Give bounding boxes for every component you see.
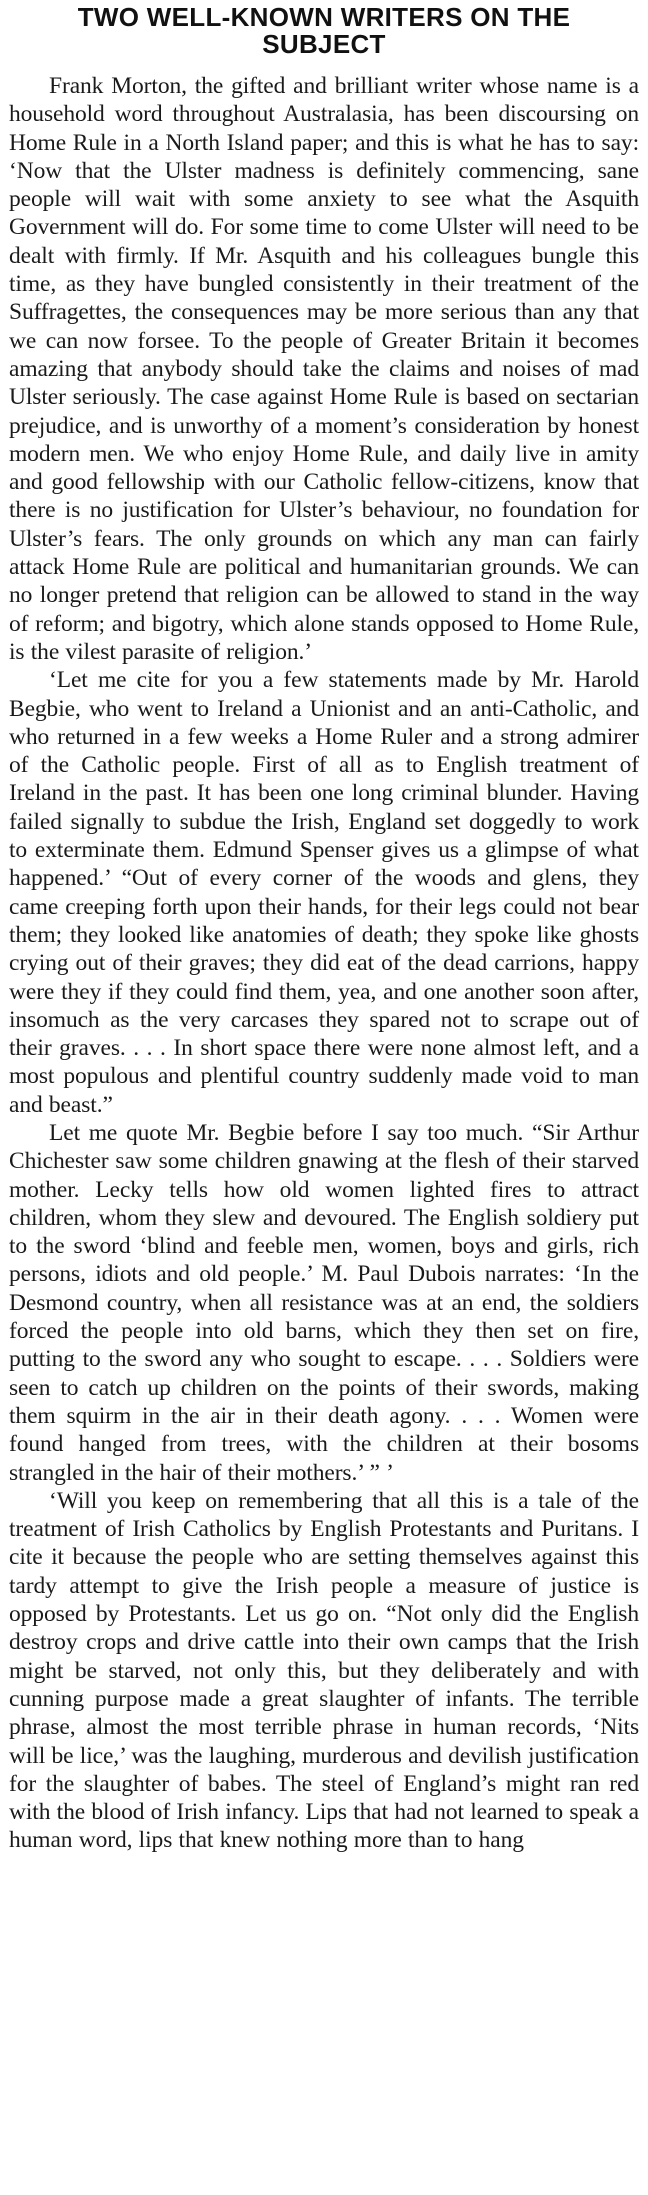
headline-line-1: TWO WELL-KNOWN WRITERS ON THE: [77, 2, 571, 32]
paragraph-catholics-puritans: ‘Will you keep on remembering that all this is a tale of the treatment of Irish Catholics by English Protestants and Puritans. I cite it because the people who are setting themselves against this tardy attempt to give the Irish people a measure of justice is opposed by Protestants. Let us go on. “Not only did the English destroy crops and drive cattle into their own camps that the Irish might be starved, not only this, but they deliberately and with cunning purpose made a great slaughter of infants. The terrible phrase, almost the most terrible phrase in human records, ‘Nits will be lice,’ was the laughing, murderous and devilish justification for the slaughter of babes. The steel of England’s might ran red with the blood of Irish infancy. Lips that had not learned to speak a human word, lips that knew nothing more than to hang: [9, 1487, 639, 1854]
article-headline: [44, 4, 604, 58]
article-body: [9, 72, 639, 1855]
headline-line-2: SUBJECT: [262, 29, 386, 59]
paragraph-begbie-chichester: Let me quote Mr. Begbie before I say too much. “Sir Arthur Chichester saw some children gnawing at the flesh of their starved mother. Lecky tells how old women lighted fires to attract children, whom they slew and devoured. The English soldiery put to the sword ‘blind and feeble men, women, boys and girls, rich persons, idiots and old people.’ M. Paul Dubois narrates: ‘In the Desmond country, when all resistance was at an end, the soldiers forced the people into old barns, which they then set on fire, putting to the sword any who sought to escape. . . . Soldiers were seen to catch up children on the points of their swords, making them squirm in the air in their death agony. . . . Women were found hanged from trees, with the children at their bosoms strangled in the hair of their mothers.’ ” ’: [9, 1119, 639, 1486]
paragraph-morton-quote: Frank Morton, the gifted and brilliant writer whose name is a household word throughout Australasia, has been discoursing on Home Rule in a North Island paper; and this is what he has to say: ‘Now that the Ulster madness is definitely commencing, sane people will wait with some anxiety to see what the Asquith Government will do. For some time to come Ulster will need to be dealt with firmly. If Mr. Asquith and his colleagues bungle this time, as they have bungled consistently in their treatment of the Suffragettes, the consequences may be more serious than any that we can now forsee. To the people of Greater Britain it becomes amazing that anybody should take the claims and noises of mad Ulster seriously. The case against Home Rule is based on sectarian prejudice, and is unworthy of a moment’s consideration by honest modern men. We who enjoy Home Rule, and daily live in amity and good fellowship with our Catholic fellow-citizens, know that there is no justification for Ulster’s behaviour, no foundation for Ulster’s fears. The only grounds on which any man can fairly attack Home Rule are political and humanitarian grounds. We can no longer pretend that religion can be allowed to stand in the way of reform; and bigotry, which alone stands opposed to Home Rule, is the vilest parasite of religion.’: [9, 73, 639, 665]
paragraph-begbie-spenser: ‘Let me cite for you a few statements made by Mr. Harold Begbie, who went to Ireland a Unionist and an anti-Catholic, and who returned in a few weeks a Home Ruler and a strong admirer of the Catholic people. First of all as to English treatment of Ireland in the past. It has been one long criminal blunder. Having failed signally to subdue the Irish, England set doggedly to work to exterminate them. Edmund Spenser gives us a glimpse of what happened.’ “Out of every corner of the woods and glens, they came creeping forth upon their hands, for their legs could not bear them; they looked like anatomies of death; they spoke like ghosts crying out of their graves; they did eat of the dead carrions, happy were they if they could find them, yea, and one another soon after, insomuch as the very carcases they spared not to scrape out of their graves. . . . In short space there were none almost left, and a most populous and plentiful country suddenly made void to man and beast.”: [9, 667, 639, 1118]
